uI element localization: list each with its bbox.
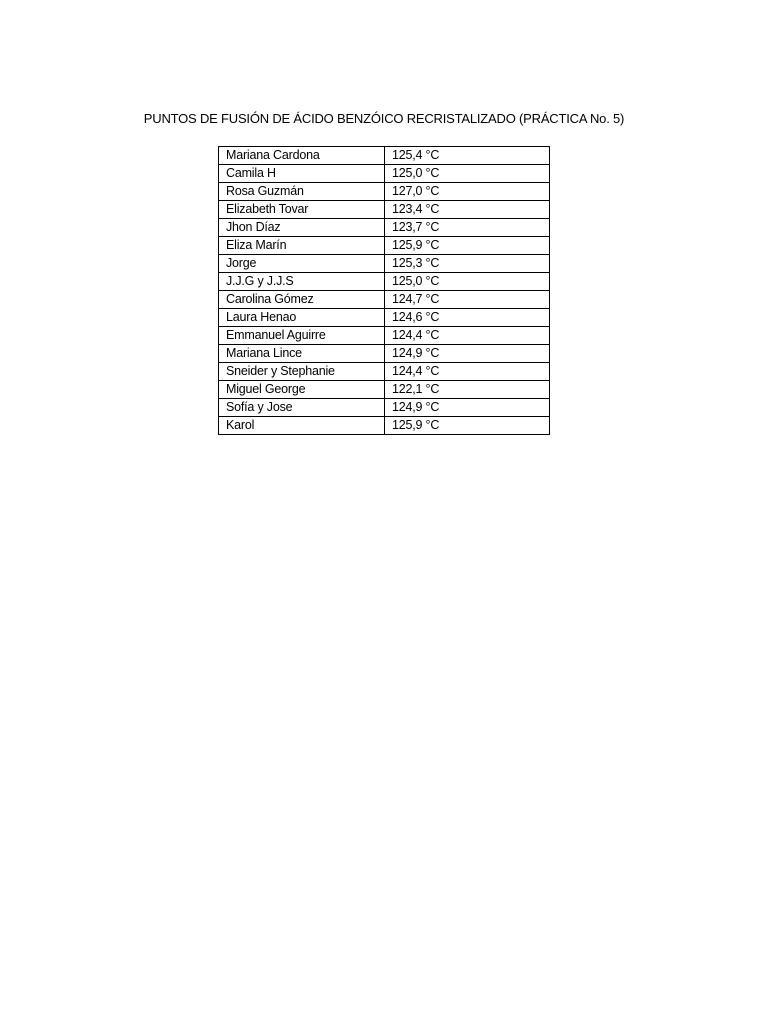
table-row [219,363,550,381]
table-row [219,183,550,201]
student-name-cell: Rosa Guzmán [219,183,385,201]
table-row [219,399,550,417]
table-row [219,273,550,291]
melting-point-cell: 124,6 °C [385,309,550,327]
document-title: PUNTOS DE FUSIÓN DE ÁCIDO BENZÓICO RECRISTALIZADO (PRÁCTICA No. 5) [143,111,625,126]
student-name-cell: Elizabeth Tovar [219,201,385,219]
table-row [219,381,550,399]
table-row [219,417,550,435]
melting-point-cell: 122,1 °C [385,381,550,399]
student-name-cell: Sneider y Stephanie [219,363,385,381]
melting-point-cell: 124,9 °C [385,345,550,363]
melting-point-cell: 125,9 °C [385,417,550,435]
melting-point-cell: 125,3 °C [385,255,550,273]
table-row [219,345,550,363]
table-body [219,147,550,435]
student-name-cell: Emmanuel Aguirre [219,327,385,345]
melting-point-cell: 123,4 °C [385,201,550,219]
melting-point-cell: 124,4 °C [385,363,550,381]
table-row [219,255,550,273]
melting-point-cell: 125,9 °C [385,237,550,255]
table-row [219,291,550,309]
student-name-cell: J.J.G y J.J.S [219,273,385,291]
student-name-cell: Mariana Lince [219,345,385,363]
melting-point-cell: 125,0 °C [385,165,550,183]
student-name-cell: Eliza Marín [219,237,385,255]
table-row [219,309,550,327]
table-row [219,147,550,165]
student-name-cell: Mariana Cardona [219,147,385,165]
table-row [219,201,550,219]
student-name-cell: Jhon Díaz [219,219,385,237]
table-row [219,165,550,183]
melting-point-cell: 127,0 °C [385,183,550,201]
student-name-cell: Laura Henao [219,309,385,327]
student-name-cell: Carolina Gómez [219,291,385,309]
melting-point-cell: 124,7 °C [385,291,550,309]
student-name-cell: Sofía y Jose [219,399,385,417]
melting-point-cell: 125,4 °C [385,147,550,165]
melting-point-cell: 124,9 °C [385,399,550,417]
melting-points-table [218,146,550,435]
melting-point-cell: 125,0 °C [385,273,550,291]
table-row [219,219,550,237]
student-name-cell: Jorge [219,255,385,273]
student-name-cell: Miguel George [219,381,385,399]
melting-point-cell: 123,7 °C [385,219,550,237]
table-row [219,237,550,255]
table-row [219,327,550,345]
student-name-cell: Camila H [219,165,385,183]
student-name-cell: Karol [219,417,385,435]
melting-point-cell: 124,4 °C [385,327,550,345]
